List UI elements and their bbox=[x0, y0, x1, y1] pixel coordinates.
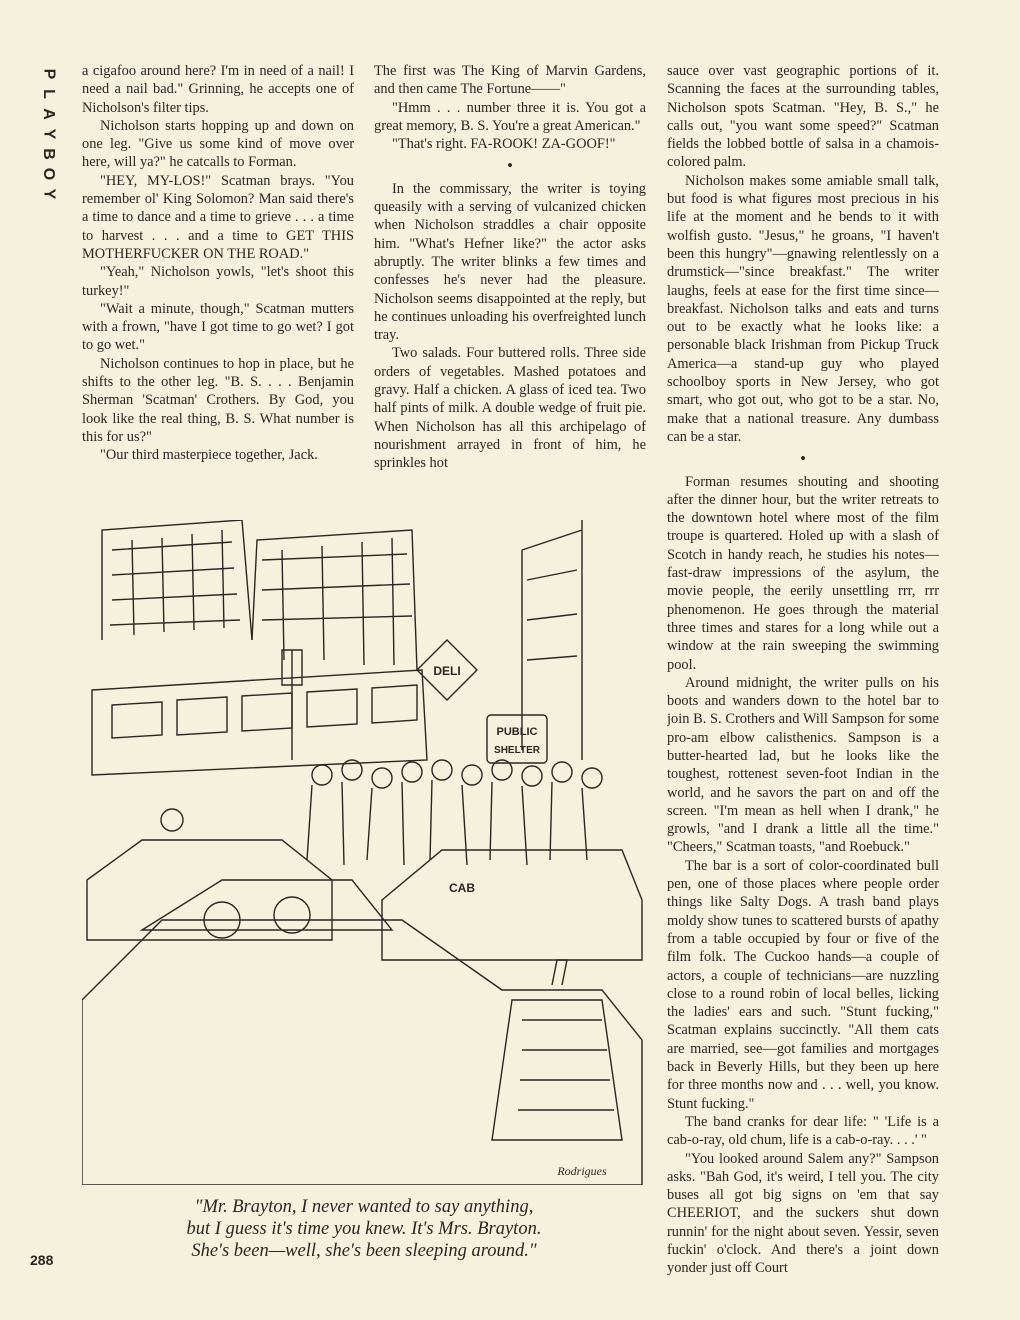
caption-line: "Mr. Brayton, I never wanted to say anything, bbox=[194, 1197, 534, 1217]
paragraph: The band cranks for dear life: " 'Life is a cab-o-ray, old chum, life is a cab-o-ray. . . .' " bbox=[667, 1113, 939, 1149]
section-break: • bbox=[800, 451, 806, 468]
text-column-1 bbox=[82, 62, 354, 492]
paragraph: The bar is a sort of color-coordinated bull pen, one of those places where people order things like Salty Dogs. A trash band plays moldy show tunes to scattered bursts of apathy from a table occupied by four or five of the film folk. The Cuckoo hands—a couple of actors, a couple of technicians—are nuzzling close to a round robin of local belles, licking the ladies' ears and such. "Stunt fucking," Scatman explains succinctly. "All them cats are married, see—got families and mortgages back in Beverly Hills, but they been up here for three months now and . . . well, you know. Stunt fucking." bbox=[667, 857, 939, 1112]
right-building bbox=[522, 520, 582, 760]
caption-line: but I guess it's time you knew. It's Mrs. Brayton. bbox=[186, 1219, 542, 1239]
street-scene-drawing bbox=[82, 520, 646, 1185]
page-number: 288 bbox=[30, 1252, 54, 1268]
masthead-letter: Y bbox=[39, 128, 57, 140]
shelter-sign-top: PUBLIC bbox=[496, 726, 538, 738]
paragraph: The first was The King of Marvin Gardens, and then came The Fortune——" bbox=[374, 63, 646, 98]
paragraph: In the commissary, the writer is toying queasily with a serving of vulcanized chicken when Nicholson straddles a chair opposite him. "What's Hefner like?" the actor asks abruptly. The writer blinks a few times and confesses he's never had the pleasure. Nicholson seems disappointed at the reply, but he continues unloading his overfreighted lunch tray. bbox=[374, 180, 646, 344]
paragraph: "Our third masterpiece together, Jack. bbox=[100, 447, 318, 464]
caption-line: She's been—well, she's been sleeping around." bbox=[191, 1241, 537, 1261]
cartoon-illustration bbox=[82, 520, 646, 1185]
masthead-letter: A bbox=[40, 108, 57, 120]
hood-ornament bbox=[552, 960, 567, 985]
limousine-window bbox=[142, 880, 392, 930]
radiator-grille bbox=[492, 1000, 622, 1140]
shelter-sign-bottom: SHELTER bbox=[494, 745, 540, 756]
paragraph: sauce over vast geographic portions of it. Scanning the faces at the surrounding tables, Nicholson spots Scatman. "Hey, B. S.," he calls out, "you want some speed?" Scatman fields the lobbed bottle of salsa in a chamois-colored palm. bbox=[667, 63, 939, 171]
paragraph: "Wait a minute, though," Scatman mutters with a frown, "have I got time to go wet? I got to go wet." bbox=[82, 300, 354, 354]
taxi bbox=[382, 850, 642, 960]
cartoon-caption bbox=[90, 1196, 638, 1262]
section-break: • bbox=[507, 158, 513, 175]
text-column-3 bbox=[667, 62, 939, 1277]
paragraph: "Hmm . . . number three it is. You got a great memory, B. S. You're a great American." bbox=[374, 99, 646, 134]
masthead-letter: P bbox=[39, 68, 57, 80]
text-column-2 bbox=[374, 62, 646, 492]
masthead-letter: L bbox=[40, 89, 57, 99]
paragraph: Nicholson makes some amiable small talk, but food is what figures most precious in his life at the moment and he bends to it with wolfish gusto. "Jesus," he groans, "I haven't been this hungry"—gnawing relentlessly on a drumstick—"since breakfast." The writer laughs, feels at ease for the first time since—breakfast. Nicholson talks and eats and turns out to be exactly what he looks like: a personable black Irishman from Pickup Truck America—a stand-up guy who played schoolboy sports in New Jersey, who got smart, who got out, who got to be a star. No, make that a national treasure. Any dumbass can be a star. bbox=[667, 172, 939, 445]
paragraph: a cigafoo around here? I'm in need of a nail! I need a nail bad." Grinning, he accepts one of Nicholson's filter tips. bbox=[82, 63, 354, 116]
driver-head bbox=[274, 897, 310, 933]
paragraph: "HEY, MY-LOS!" Scatman brays. "You remember ol' King Solomon? Man said there's a time to dance and a time to grieve . . . a time to harvest . . . and a time to GET THIS MOTHERFUCKER ON THE ROAD." bbox=[82, 172, 354, 262]
paragraph: Nicholson continues to hop in place, but he shifts to the other leg. "B. S. . . . Benjamin Sherman 'Scatman' Crothers. By God, you look like the real thing, B. S. What number is this for us?" bbox=[82, 355, 354, 445]
paragraph: Two salads. Four buttered rolls. Three side orders of vegetables. Mashed potatoes and gravy. Half a chicken. A glass of iced tea. Two half pints of milk. A double wedge of fruit pie. When Nicholson has all this archipelago of nourishment arrayed in front of him, he sprinkles hot bbox=[374, 345, 646, 472]
masthead-letter: B bbox=[40, 148, 57, 160]
paragraph: Forman resumes shouting and shooting after the dinner hour, but the writer retreats to the downtown hotel where most of the film troupe is quartered. Holed up with a slash of Scotch in handy reach, he studies his notes—fast-draw impressions of the asylum, the movie people, the eerily unsettling rrr, rrr phenomenon. He goes through the material three times and stares for a long while out a window at the rain sweeping the swimming pool. bbox=[667, 473, 939, 673]
masthead-letter: O bbox=[39, 167, 57, 181]
artist-signature: Rodrigues bbox=[557, 1164, 607, 1178]
masthead bbox=[28, 64, 68, 214]
deli-sign-text: DELI bbox=[433, 664, 461, 678]
paragraph: "That's right. FA-ROOK! ZA-GOOF!" bbox=[392, 136, 616, 153]
policeman-head bbox=[161, 809, 183, 831]
paragraph: Nicholson starts hopping up and down on one leg. "Give us some kind of move over here, will ya?" he catcalls to Forman. bbox=[82, 117, 354, 171]
masthead-letter: Y bbox=[39, 188, 57, 200]
car bbox=[87, 840, 332, 940]
paragraph: "Yeah," Nicholson yowls, "let's shoot this turkey!" bbox=[82, 264, 354, 299]
paragraph: "You looked around Salem any?" Sampson asks. "Bah God, it's weird, I tell you. The city buses all got big signs on 'em that say CHEERIOT, and the suckers shut down runnin' for the night about seven. Yessir, seven fuckin' o'clock. And there's a joint down yonder just off Court bbox=[667, 1150, 939, 1277]
taxi-sign-text: CAB bbox=[449, 881, 475, 895]
paragraph: Around midnight, the writer pulls on his boots and wanders down to the hotel bar to join B. S. Crothers and Will Sampson for some pro-am elbow calisthenics. Sampson is a butter-hearted lad, but he looks like the toughest, rottenest seven-foot Indian in the world, and he savors the part on and off the screen. "I'm mean as hell when I drank," he growls, "and I drank a little all the time." "Cheers," Scatman toasts, "and Roebuck." bbox=[667, 674, 939, 856]
